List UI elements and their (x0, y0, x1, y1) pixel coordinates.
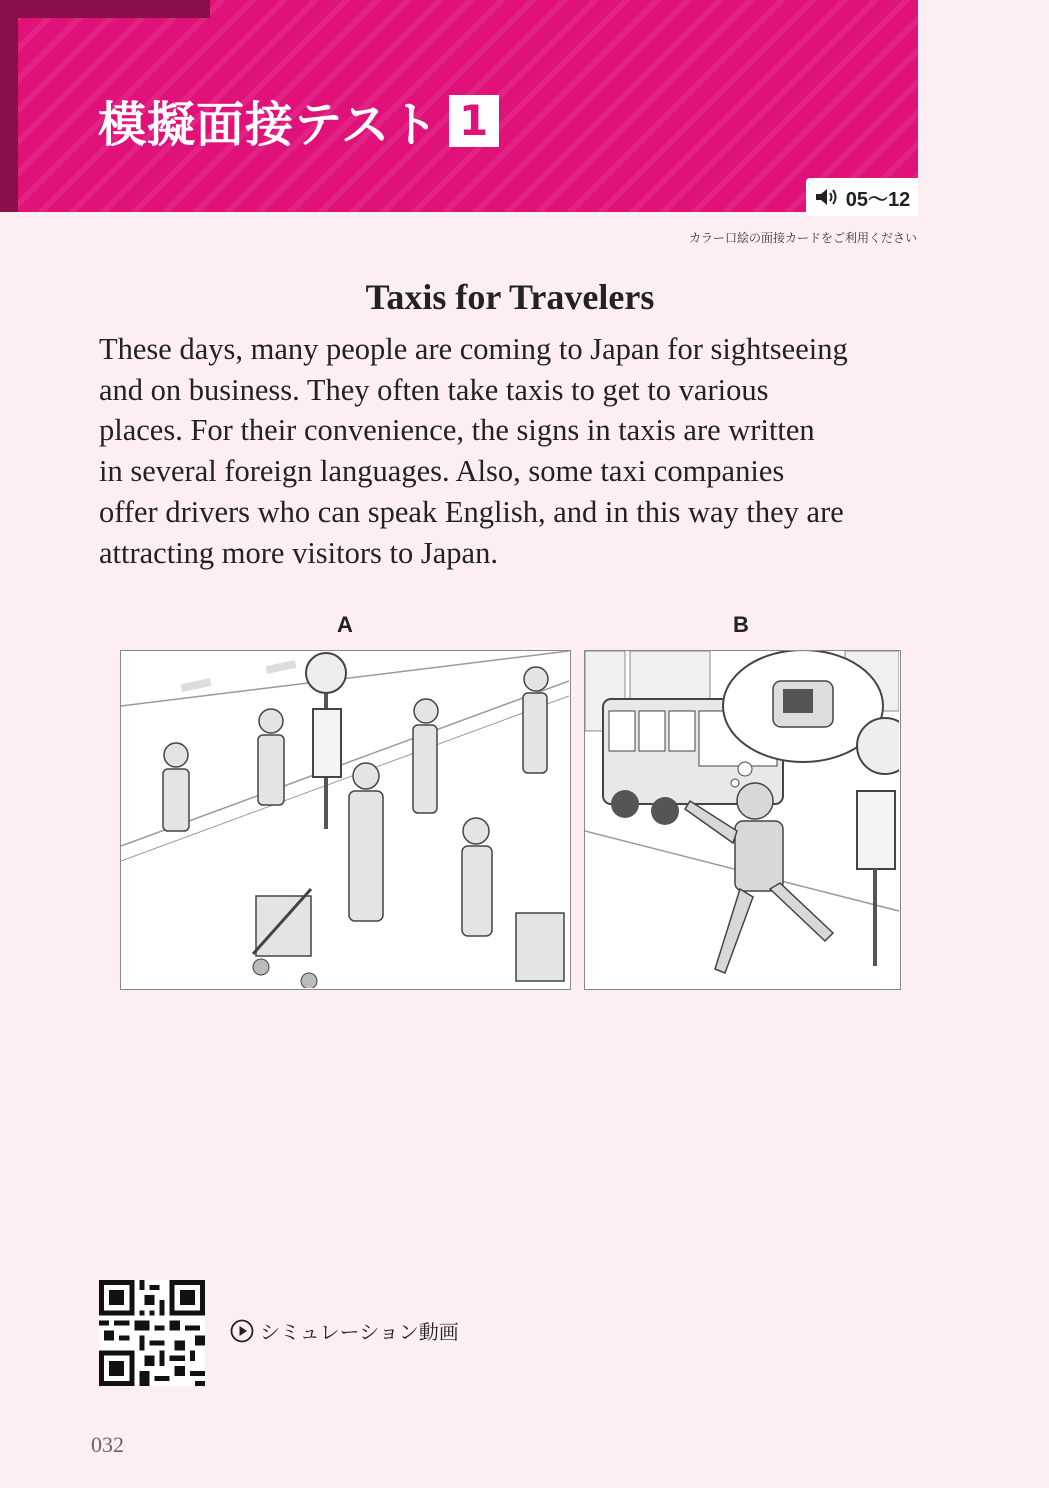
test-number-badge: 1 (449, 95, 499, 147)
simulation-video-label: シミュレーション動画 (260, 1320, 459, 1344)
passage-line: and on business. They often take taxis to get to various (99, 372, 769, 407)
qr-code[interactable] (99, 1280, 205, 1386)
picture-a-label: A (337, 612, 353, 637)
passage-title: Taxis for Travelers (365, 277, 655, 317)
passage-line: These days, many people are coming to Japan for sightseeing (99, 332, 848, 366)
passage-line: in several foreign languages. Also, some taxi companies (99, 454, 785, 489)
audio-track-range: 05～12 (845, 188, 911, 211)
play-circle-icon (230, 1319, 254, 1343)
header-side-accent (0, 0, 18, 212)
passage-text (99, 329, 929, 573)
audio-track-tag (806, 178, 918, 216)
page-title (98, 86, 499, 155)
passage-line: attracting more visitors to Japan. (99, 535, 498, 570)
page-number: 032 (91, 1432, 124, 1457)
card-note: カラー口絵の面接カードをご利用ください (688, 231, 917, 245)
picture-b-illustration (584, 650, 901, 990)
passage-line: offer drivers who can speak English, and in this way they are (99, 494, 844, 529)
header-corner-accent (0, 0, 210, 18)
speaker-icon (814, 187, 840, 207)
picture-a-illustration (120, 650, 571, 990)
picture-b-label: B (733, 612, 749, 637)
page-title-text: 模擬面接テスト (98, 97, 440, 153)
passage-line: places. For their convenience, the signs in taxis are written (99, 413, 815, 448)
simulation-video-link[interactable] (230, 1316, 459, 1345)
